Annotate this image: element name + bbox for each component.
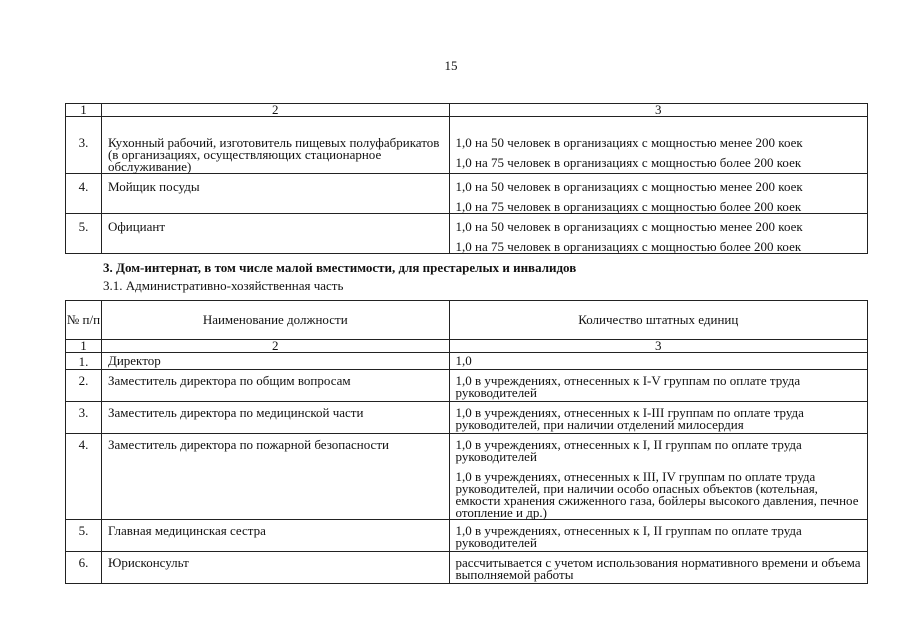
column-number: 1 (66, 340, 102, 353)
row-number: 2. (66, 370, 102, 402)
quantity-line: рассчитывается с учетом использования нормативного времени и объема выполняемой работы (455, 555, 861, 582)
table-row (66, 520, 868, 552)
position-name-cell (101, 117, 449, 174)
position-name: Заместитель директора по общим вопросам (107, 373, 351, 388)
quantity-line: 1,0 в учреждениях, отнесенных к I, II группам по оплате труда руководителей (455, 523, 802, 550)
quantity-cell (449, 353, 867, 370)
column-number: 2 (101, 104, 449, 117)
table-row (66, 214, 868, 254)
row-number: 5. (66, 214, 102, 254)
position-name-cell (101, 353, 449, 370)
quantity-column-head: Количество штатных единиц (449, 301, 867, 340)
staff-table-continued (65, 103, 868, 254)
quantity-cell (449, 174, 867, 214)
quantity-line: 1,0 на 50 человек в организациях с мощностью менее 200 коек (455, 179, 803, 194)
column-number-row (66, 104, 868, 117)
column-number: 3 (449, 104, 867, 117)
position-name: Директор (107, 353, 161, 368)
subsection-title: 3.1. Административно-хозяйственная часть (103, 278, 344, 293)
section-title: 3. Дом-интернат, в том числе малой вместимости, для престарелых и инвалидов (103, 260, 577, 275)
table-row (66, 117, 868, 174)
row-number: 4. (66, 434, 102, 520)
column-number: 2 (101, 340, 449, 353)
position-name-cell (101, 552, 449, 584)
quantity-line: 1,0 в учреждениях, отнесенных к I-III группам по оплате труда руководителей, при наличии отделений милосердия (455, 405, 804, 432)
quantity-cell (449, 402, 867, 434)
page-number: 15 (444, 58, 458, 73)
quantity-line: 1,0 в учреждениях, отнесенных к III, IV группам по оплате труда руководителей, при наличии особо опасных объектов (котельная, емкости хранения сжиженного газа, бойлеры высокого давления, печное отопление и др.) (455, 469, 859, 520)
position-name: Заместитель директора по пожарной безопасности (107, 437, 389, 452)
row-number: 5. (66, 520, 102, 552)
column-number-row (66, 340, 868, 353)
position-name-cell (101, 520, 449, 552)
row-number: 4. (66, 174, 102, 214)
table-row (66, 552, 868, 584)
quantity-line: 1,0 на 50 человек в организациях с мощностью менее 200 коек (455, 135, 803, 150)
number-column-head: № п/п (66, 301, 102, 340)
table-row (66, 353, 868, 370)
table-row (66, 402, 868, 434)
quantity-line: 1,0 на 75 человек в организациях с мощностью более 200 коек (455, 239, 802, 254)
position-name-cell (101, 402, 449, 434)
quantity-line: 1,0 на 75 человек в организациях с мощностью более 200 коек (455, 199, 802, 214)
quantity-cell (449, 117, 867, 174)
position-name: Кухонный рабочий, изготовитель пищевых полуфабрикатов (в организациях, осуществляющих стационарное обслуживание) (107, 135, 440, 174)
row-number: 3. (66, 402, 102, 434)
quantity-cell (449, 214, 867, 254)
quantity-line: 1,0 на 75 человек в организациях с мощностью более 200 коек (455, 155, 802, 170)
column-number: 1 (66, 104, 102, 117)
position-name: Главная медицинская сестра (107, 523, 266, 538)
quantity-cell (449, 434, 867, 520)
quantity-line: 1,0 на 50 человек в организациях с мощностью менее 200 коек (455, 219, 803, 234)
table-head-row (66, 301, 868, 340)
row-number: 3. (66, 117, 102, 174)
quantity-cell (449, 370, 867, 402)
row-number: 1. (66, 353, 102, 370)
position-name-cell (101, 370, 449, 402)
table-row (66, 434, 868, 520)
row-number: 6. (66, 552, 102, 584)
name-column-head: Наименование должности (101, 301, 449, 340)
position-name: Мойщик посуды (107, 179, 200, 194)
position-name-cell (101, 214, 449, 254)
position-name: Заместитель директора по медицинской части (107, 405, 364, 420)
position-name-cell (101, 434, 449, 520)
position-name-cell (101, 174, 449, 214)
quantity-cell (449, 520, 867, 552)
position-name: Юрисконсульт (107, 555, 189, 570)
quantity-line: 1,0 в учреждениях, отнесенных к I-V группам по оплате труда руководителей (455, 373, 801, 400)
quantity-line: 1,0 (455, 353, 472, 368)
table-row (66, 370, 868, 402)
quantity-cell (449, 552, 867, 584)
column-number: 3 (449, 340, 867, 353)
position-name: Официант (107, 219, 166, 234)
table-row (66, 174, 868, 214)
staff-table (65, 300, 868, 584)
quantity-line: 1,0 в учреждениях, отнесенных к I, II группам по оплате труда руководителей (455, 437, 802, 464)
